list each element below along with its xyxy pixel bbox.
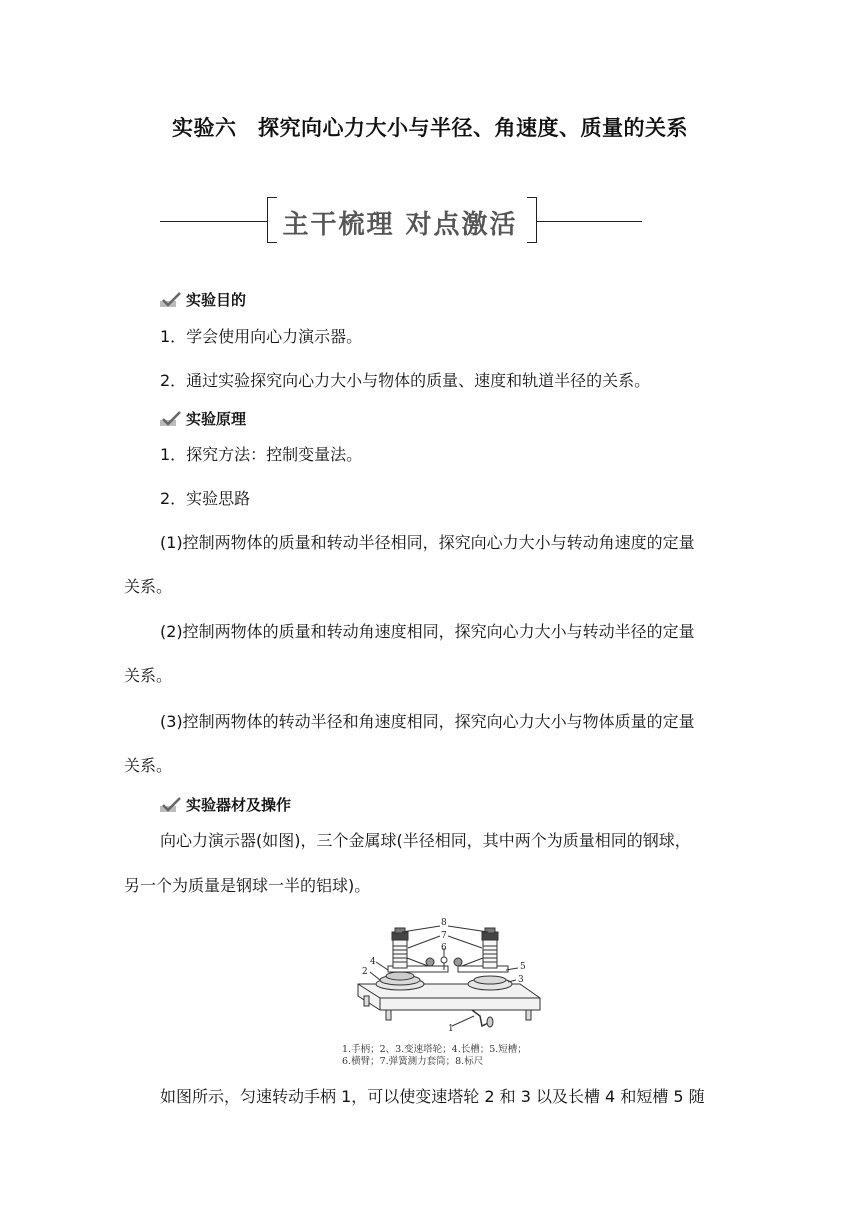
label-2: 2 [362, 967, 368, 977]
thought-3-line-2: 关系。 [124, 756, 173, 775]
purpose-item-1: 1．学会使用向心力演示器。 [160, 327, 363, 346]
thought-2-line-1: (2)控制两物体的质量和转动角速度相同，探究向心力大小与转动半径的定量 [160, 622, 695, 641]
label-7: 7 [441, 931, 447, 941]
section-heading-equipment [160, 794, 291, 815]
thought-2-line-2: 关系。 [124, 666, 173, 685]
section-heading-label: 实验原理 [186, 410, 247, 428]
section-heading-purpose [160, 289, 246, 310]
banner-text: 主干梳理 对点激活 [282, 210, 518, 240]
section-banner [160, 192, 642, 250]
label-1: 1 [448, 1024, 454, 1034]
label-4: 4 [370, 957, 376, 967]
label-5: 5 [520, 962, 526, 972]
banner-right-rule [537, 221, 642, 222]
check-icon [160, 797, 182, 813]
equipment-line-2: 另一个为质量是钢球一半的铝球)。 [124, 876, 371, 895]
check-icon [160, 411, 182, 427]
page-title: 实验六 探究向心力大小与半径、角速度、质量的关系 [172, 116, 688, 140]
thought-1-line-1: (1)控制两物体的质量和转动半径相同，探究向心力大小与转动角速度的定量 [160, 533, 695, 552]
body-last-line: 如图所示，匀速转动手柄 1，可以使变速塔轮 2 和 3 以及长槽 4 和短槽 5 随 [160, 1087, 705, 1106]
section-heading-principle [160, 408, 246, 429]
thought-1-line-2: 关系。 [124, 577, 173, 596]
banner-right-bracket [527, 197, 537, 243]
apparatus-drawing [340, 918, 572, 1040]
figure-caption-line-2: 6.横臂；7.弹簧测力套筒；8.标尺 [342, 1056, 484, 1067]
section-heading-label: 实验目的 [186, 291, 247, 309]
centripetal-force-apparatus-figure [340, 918, 572, 1068]
thought-3-line-1: (3)控制两物体的转动半径和角速度相同，探究向心力大小与物体质量的定量 [160, 712, 695, 731]
banner-left-bracket [267, 197, 277, 243]
check-icon [160, 292, 182, 308]
label-8: 8 [441, 918, 447, 928]
banner-left-rule [160, 221, 267, 222]
principle-item-1: 1．探究方法：控制变量法。 [160, 445, 363, 464]
label-6: 6 [441, 943, 447, 953]
equipment-line-1: 向心力演示器(如图)，三个金属球(半径相同，其中两个为质量相同的钢球， [160, 831, 691, 850]
principle-item-2: 2．实验思路 [160, 489, 251, 508]
figure-caption-line-1: 1.手柄；2、3.变速塔轮；4.长槽；5.短槽； [342, 1044, 527, 1055]
section-heading-label: 实验器材及操作 [186, 796, 292, 814]
label-3: 3 [518, 975, 524, 985]
purpose-item-2: 2．通过实验探究向心力大小与物体的质量、速度和轨道半径的关系。 [160, 371, 651, 390]
